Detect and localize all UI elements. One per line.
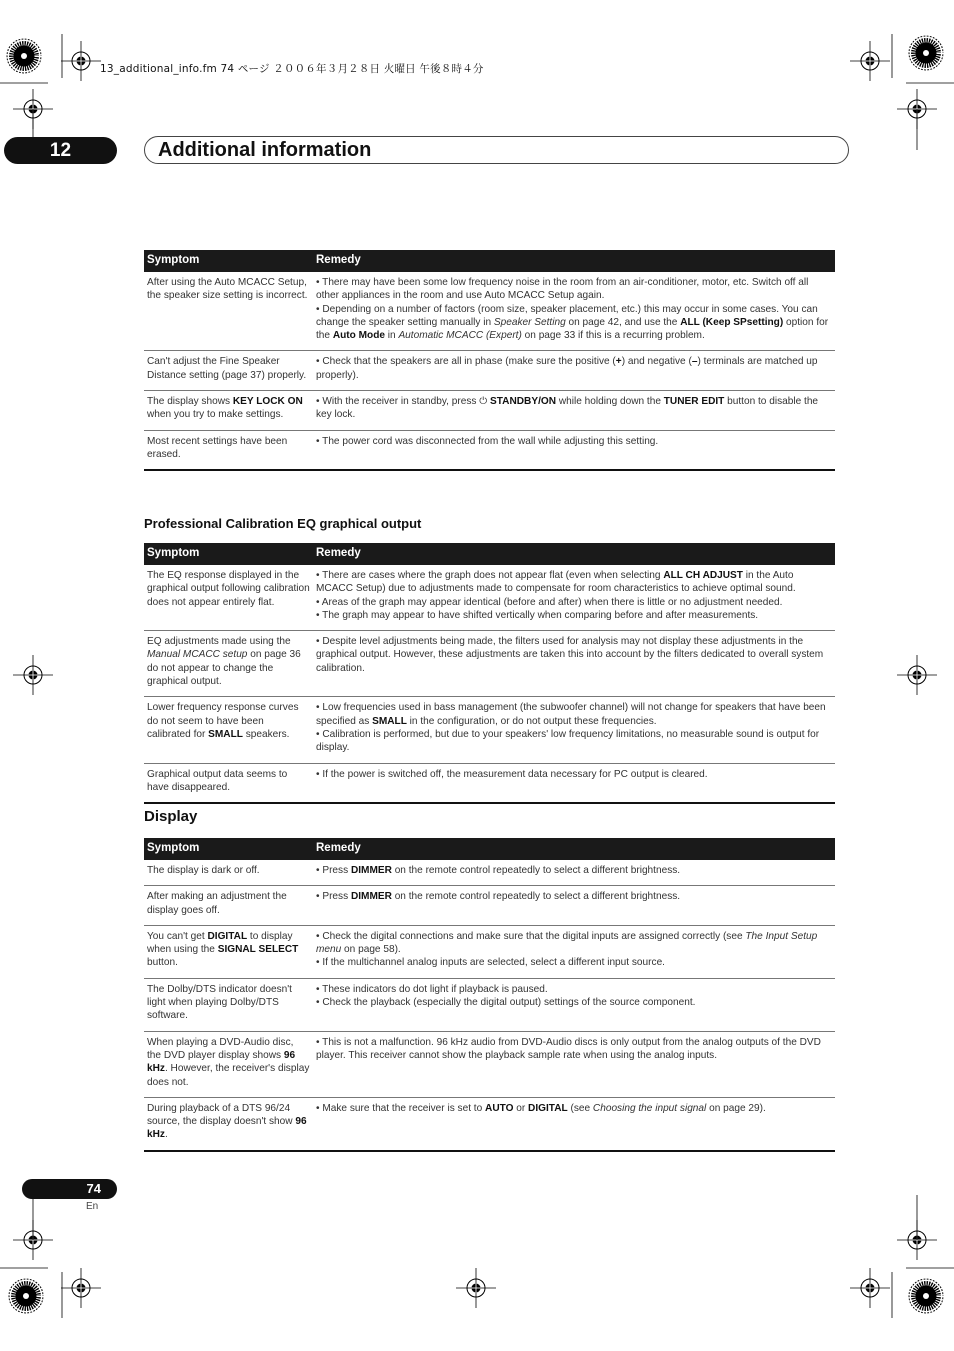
section-heading-eq-output: Professional Calibration EQ graphical output — [144, 516, 422, 531]
table-row — [144, 631, 835, 697]
table-row — [144, 763, 835, 803]
troubleshooting-table-eq-output — [144, 543, 835, 804]
troubleshooting-table-general — [144, 250, 835, 471]
remedy-cell: • These indicators do dot light if playback is paused. • Check the playback (especially the digital output) settings of the source component. — [313, 978, 835, 1031]
table-row — [144, 391, 835, 431]
symptom-cell: Graphical output data seems to have disappeared. — [144, 763, 313, 803]
page-title: Additional information — [144, 136, 849, 164]
remedy-cell: • Low frequencies used in bass management (the subwoofer channel) will not change for speakers that have been specified as SMALL in the configuration, or do not output these frequencies. • Calibration is performed, but due to your speakers' low frequency limitations, no measurable sound is output for display. — [313, 697, 835, 763]
remedy-cell: • Press DIMMER on the remote control repeatedly to select a different brightness. — [313, 886, 835, 926]
symptom-cell: Can't adjust the Fine Speaker Distance setting (page 37) properly. — [144, 351, 313, 391]
symptom-cell: Most recent settings have been erased. — [144, 430, 313, 470]
language-code: En — [86, 1201, 99, 1212]
chapter-number-badge: 12 — [4, 137, 117, 164]
remedy-cell: • Check the digital connections and make sure that the digital inputs are assigned correctly (see The Input Setup menu on page 58). • If the multichannel analog inputs are selected, select a different input source. — [313, 925, 835, 978]
symptom-cell: The Dolby/DTS indicator doesn't light when playing Dolby/DTS software. — [144, 978, 313, 1031]
symptom-cell: Lower frequency response curves do not seem to have been calibrated for SMALL speakers. — [144, 697, 313, 763]
source-file-header: 13_additional_info.fm 74 ページ ２００６年３月２８日 火曜日 午後８時４分 — [100, 63, 484, 75]
page-number: 74 — [86, 1181, 101, 1196]
table-row — [144, 1097, 835, 1150]
remedy-cell: • With the receiver in standby, press ⏻ STANDBY/ON while holding down the TUNER EDIT button to disable the key lock. — [313, 391, 835, 431]
column-header-remedy: Remedy — [313, 250, 835, 272]
remedy-cell: • Make sure that the receiver is set to AUTO or DIGITAL (see Choosing the input signal on page 29). — [313, 1097, 835, 1150]
table-row — [144, 351, 835, 391]
table-row — [144, 978, 835, 1031]
remedy-cell: • If the power is switched off, the measurement data necessary for PC output is cleared. — [313, 763, 835, 803]
section-heading-display: Display — [144, 808, 198, 825]
table-row — [144, 430, 835, 470]
table-row — [144, 860, 835, 886]
table-row — [144, 886, 835, 926]
table-row — [144, 272, 835, 351]
column-header-symptom: Symptom — [144, 250, 313, 272]
column-header-remedy: Remedy — [313, 543, 835, 565]
symptom-cell: During playback of a DTS 96/24 source, the display doesn't show 96 kHz. — [144, 1097, 313, 1150]
remedy-cell: • This is not a malfunction. 96 kHz audio from DVD-Audio discs is only output from the analog outputs of the DVD player. This receiver cannot show the playback sample rate when using the analog inputs. — [313, 1031, 835, 1097]
column-header-symptom: Symptom — [144, 838, 313, 860]
symptom-cell: When playing a DVD-Audio disc, the DVD player display shows 96 kHz. However, the receiver's display does not. — [144, 1031, 313, 1097]
symptom-cell: EQ adjustments made using the Manual MCACC setup on page 36 do not appear to change the graphical output. — [144, 631, 313, 697]
remedy-cell: • There are cases where the graph does not appear flat (even when selecting ALL CH ADJUST in the Auto MCACC Setup) due to adjustments made to compensate for room characteristics to achieve optimal sound. • Areas of the graph may appear identical (before and after) when there is little or no adjustment needed. • The graph may appear to have shifted vertically when comparing before and after measurements. — [313, 565, 835, 631]
column-header-remedy: Remedy — [313, 838, 835, 860]
symptom-cell: After using the Auto MCACC Setup, the speaker size setting is incorrect. — [144, 272, 313, 351]
symptom-cell: The display is dark or off. — [144, 860, 313, 886]
symptom-cell: The display shows KEY LOCK ON when you try to make settings. — [144, 391, 313, 431]
table-row — [144, 697, 835, 763]
remedy-cell: • The power cord was disconnected from the wall while adjusting this setting. — [313, 430, 835, 470]
symptom-cell: After making an adjustment the display goes off. — [144, 886, 313, 926]
symptom-cell: The EQ response displayed in the graphical output following calibration does not appear entirely flat. — [144, 565, 313, 631]
table-row — [144, 565, 835, 631]
page-number-badge — [22, 1179, 117, 1199]
remedy-cell: • Press DIMMER on the remote control repeatedly to select a different brightness. — [313, 860, 835, 886]
table-row — [144, 925, 835, 978]
remedy-cell: • Despite level adjustments being made, the filters used for analysis may not display these adjustments in the graphical output. However, these adjustments are taken this into account by the filters dedicated to overall system calibration. — [313, 631, 835, 697]
remedy-cell: • There may have been some low frequency noise in the room from an air-conditioner, motor, etc. Switch off all other appliances in the room and use Auto MCACC Setup again. • Depending on a number of factors (room size, speaker placement, etc.) this may occur in some cases. You can change the speaker setting manually in Speaker Setting on page 42, and use the ALL (Keep SPsetting) option for the Auto Mode in Automatic MCACC (Expert) on page 33 if this is a recurring problem. — [313, 272, 835, 351]
troubleshooting-table-display — [144, 838, 835, 1152]
table-row — [144, 1031, 835, 1097]
column-header-symptom: Symptom — [144, 543, 313, 565]
symptom-cell: You can't get DIGITAL to display when using the SIGNAL SELECT button. — [144, 925, 313, 978]
remedy-cell: • Check that the speakers are all in phase (make sure the positive (+) and negative (–) terminals are matched up properly). — [313, 351, 835, 391]
